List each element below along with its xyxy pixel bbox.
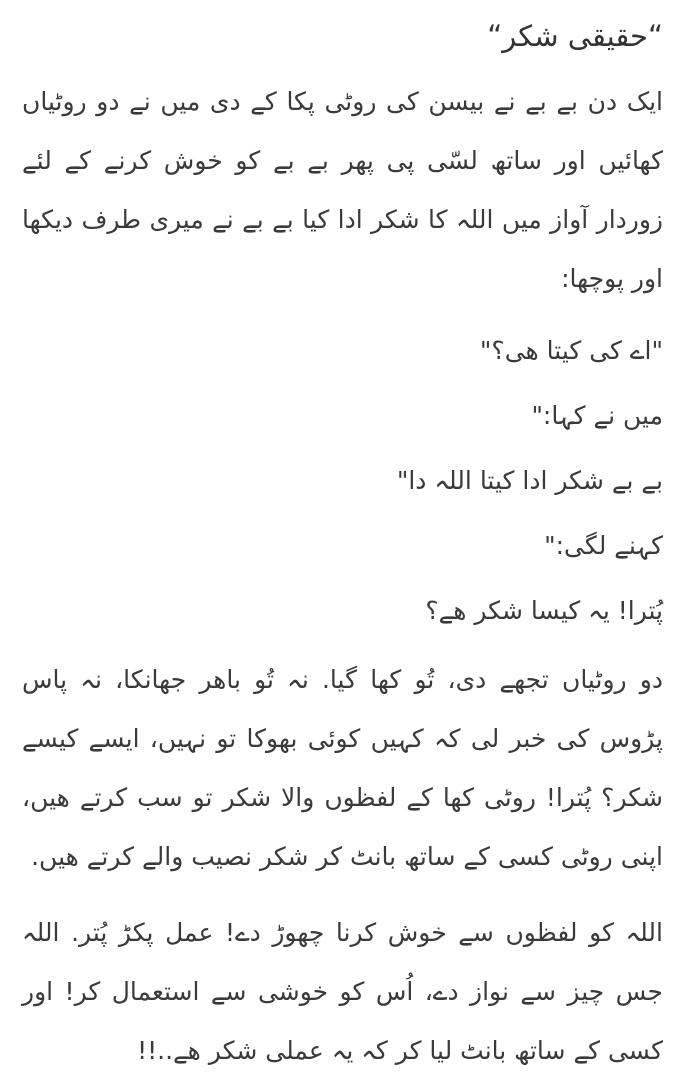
paragraph-thanked-allah: بے بے شکر ادا کیتا اللہ دا" bbox=[396, 466, 663, 495]
paragraph-she-said: کہنے لگی:" bbox=[544, 531, 663, 560]
paragraph-i-said: میں نے کہا:" bbox=[531, 401, 663, 430]
paragraph-mother-question: "اے کی کیتا ھی؟" bbox=[479, 336, 663, 365]
paragraph-bread-story: ایک دن بے بے نے بیسن کی روٹی پکا کے دی میں نے دو روٹیاں کھائیں اور ساتھ لسّی پی پھر بے بے کو خوش کرنے کے لئے زوردار آواز میں اللہ کا شکر ادا کیا بے بے نے میری طرف دیکھا اور پوچھا: bbox=[22, 87, 663, 293]
document-title: “حقیقی شکر“ bbox=[487, 19, 663, 53]
paragraph-what-gratitude: پُترا! یہ کیسا شکر ھے؟ bbox=[425, 596, 663, 625]
paragraph-sharing-lesson: دو روٹیاں تجھے دی، تُو کھا گیا. نہ تُو باھر جھانکا، نہ پاس پڑوس کی خبر لی کہ کہیں کوئی بھوکا تو نہیں، ایسے کیسے شکر؟ پُترا! روٹی کھا کے لفظوں والا شکر تو سب کرتے ھیں، اپنی روٹی کسی کے ساتھ بانٹ کر شکر نصیب والے کرتے ھیں. bbox=[22, 665, 663, 871]
paragraph-practical-gratitude: اللہ کو لفظوں سے خوش کرنا چھوڑ دے! عمل پکڑ پُتر. اللہ جس چیز سے نواز دے، اُس کو خوشی سے استعمال کر! اور کسی کے ساتھ بانٹ لیا کر کہ یہ عملی شکر ھے..!! bbox=[22, 918, 663, 1065]
